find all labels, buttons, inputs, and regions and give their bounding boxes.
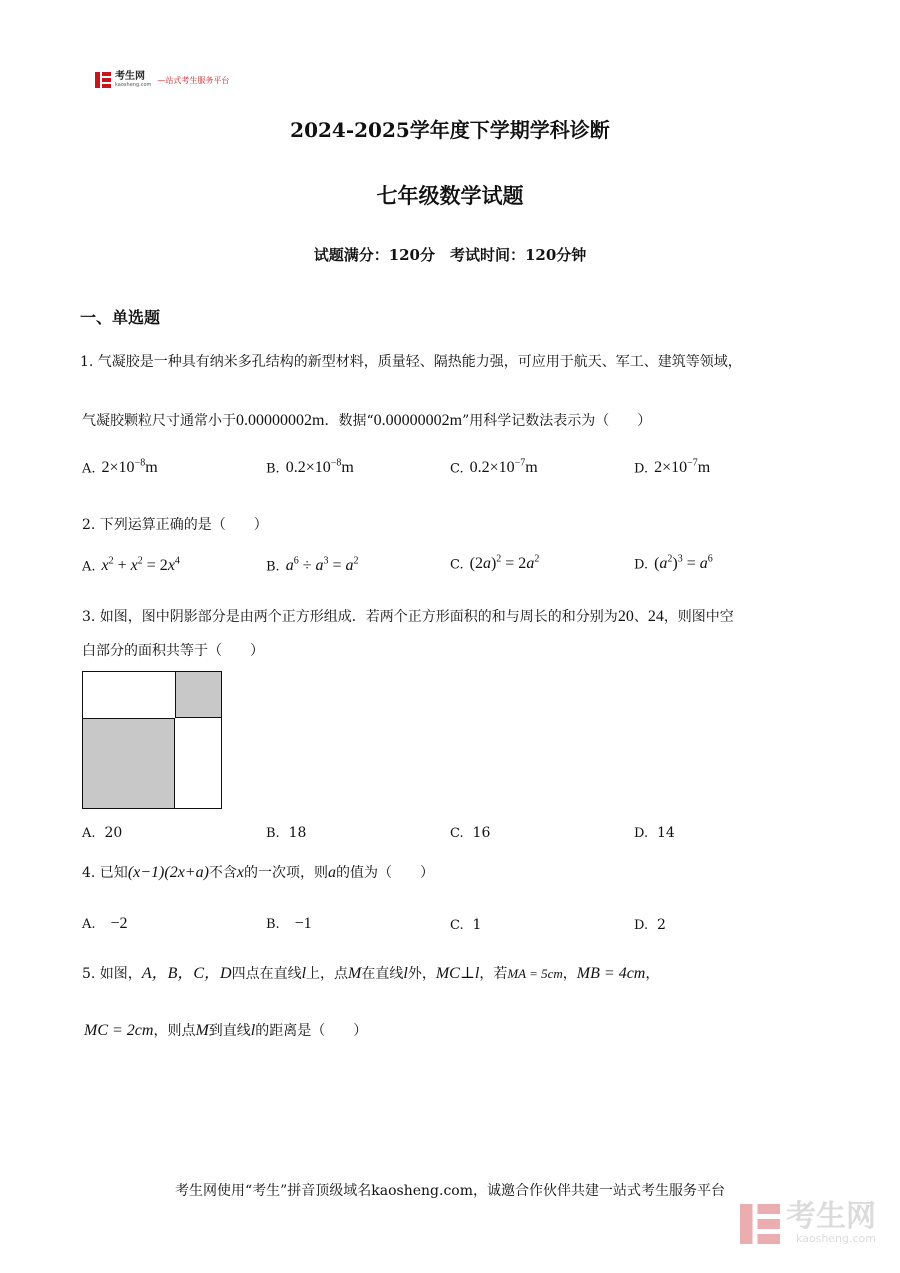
kaosheng-logo-icon <box>95 72 111 88</box>
watermark-name: 考生网 <box>786 1199 876 1234</box>
section-title: 一、单选题 <box>80 308 161 327</box>
q1-option-c: C. $0.2\times 10^{-7}m$ <box>450 458 538 477</box>
q2-option-c: C. $(2a)^2 = 2a^2$ <box>450 554 540 573</box>
logo-name: 考生网 <box>115 71 145 82</box>
q3-line2: 白部分的面积共等于（ ） <box>82 643 264 659</box>
q4-stem: 4. 已知(x−1)(2x+a)不含x的一次项，则a的值为（ ） <box>82 864 435 881</box>
q5-line2: MC = 2cm，则点M到直线l的距离是（ ） <box>84 1022 368 1039</box>
q4-option-c: C. 1 <box>450 917 482 933</box>
q5-line1: 5. 如图，A，B，C，D四点在直线l上，点M在直线l外，MC⊥l，若MA = 5cm，MB = 4cm， <box>82 965 660 982</box>
q3-area-sum: 20 <box>617 608 634 625</box>
q3-option-a: A. 20 <box>82 825 123 841</box>
q2-option-b: B. $a^6 \div a^3 = a^2$ <box>266 556 359 575</box>
q3-figure-shaded-large-square <box>83 718 175 808</box>
q3-option-c: C. 16 <box>450 825 491 841</box>
watermark-domain: kaosheng.com <box>795 1232 876 1245</box>
q4-option-a: A. −2 <box>82 915 128 932</box>
q1-text-a: 气凝胶颗粒尺寸通常小于 <box>82 413 236 429</box>
exam-title: 2024-2025学年度下学期学科诊断 <box>290 118 610 142</box>
q3-option-d: D. 14 <box>634 825 675 841</box>
q4-expression: (x−1)(2x+a) <box>127 864 209 881</box>
q3-line1: 3. 如图，图中阴影部分是由两个正方形组成．若两个正方形面积的和与周长的和分别为20、24，则图中空 <box>82 608 734 625</box>
q2-stem: 2. 下列运算正确的是（ ） <box>82 517 268 533</box>
q2-option-d: D. $(a^2)^3 = a^6$ <box>634 554 713 573</box>
q3-figure <box>82 671 222 809</box>
q4-option-b: B. −1 <box>266 915 312 932</box>
header-logo <box>95 72 229 88</box>
q3-figure-shaded-small-square <box>175 672 221 718</box>
logo-slogan: —站式考生服务平台 <box>157 75 230 85</box>
q1-option-b: B. $0.2\times 10^{-8}m$ <box>266 458 354 477</box>
q1-option-a: A. $2\times 10^{-8}m$ <box>82 458 158 477</box>
q3-perimeter-sum: 24 <box>647 608 664 625</box>
q1-text-b: ．数据“ <box>324 413 374 429</box>
footer-text: 考生网使用“考生”拼音顶级域名kaosheng.com，诚邀合作伙伴共建一站式考生服务平台 <box>174 1183 726 1199</box>
q1-value-repeat: 0.00000002m <box>373 412 463 429</box>
q1-line2 <box>82 410 651 430</box>
exam-info: 试题满分：120分 考试时间：120分钟 <box>313 246 587 264</box>
exam-subtitle: 七年级数学试题 <box>376 183 524 208</box>
q1-value: 0.00000002m <box>236 412 325 429</box>
q2-option-a: A. $x^2 + x^2 = 2x^4$ <box>82 556 180 575</box>
q4-option-d: D. 2 <box>634 917 666 933</box>
q1-option-d: D. $2\times 10^{-7}m$ <box>634 458 711 477</box>
q1-text-c: ”用科学记数法表示为（ ） <box>462 413 652 429</box>
q1-line1: 1. 气凝胶是一种具有纳米多孔结构的新型材料，质量轻、隔热能力强，可应用于航天、军工、建筑等领域， <box>80 354 742 370</box>
watermark-logo <box>740 1199 876 1245</box>
q3-option-b: B. 18 <box>266 825 307 841</box>
logo-domain: kaosheng.com <box>115 82 152 88</box>
watermark-logo-icon <box>740 1204 780 1244</box>
q3-figure-blank-rect-top <box>83 672 175 718</box>
q3-figure-blank-rect-right <box>175 718 221 808</box>
